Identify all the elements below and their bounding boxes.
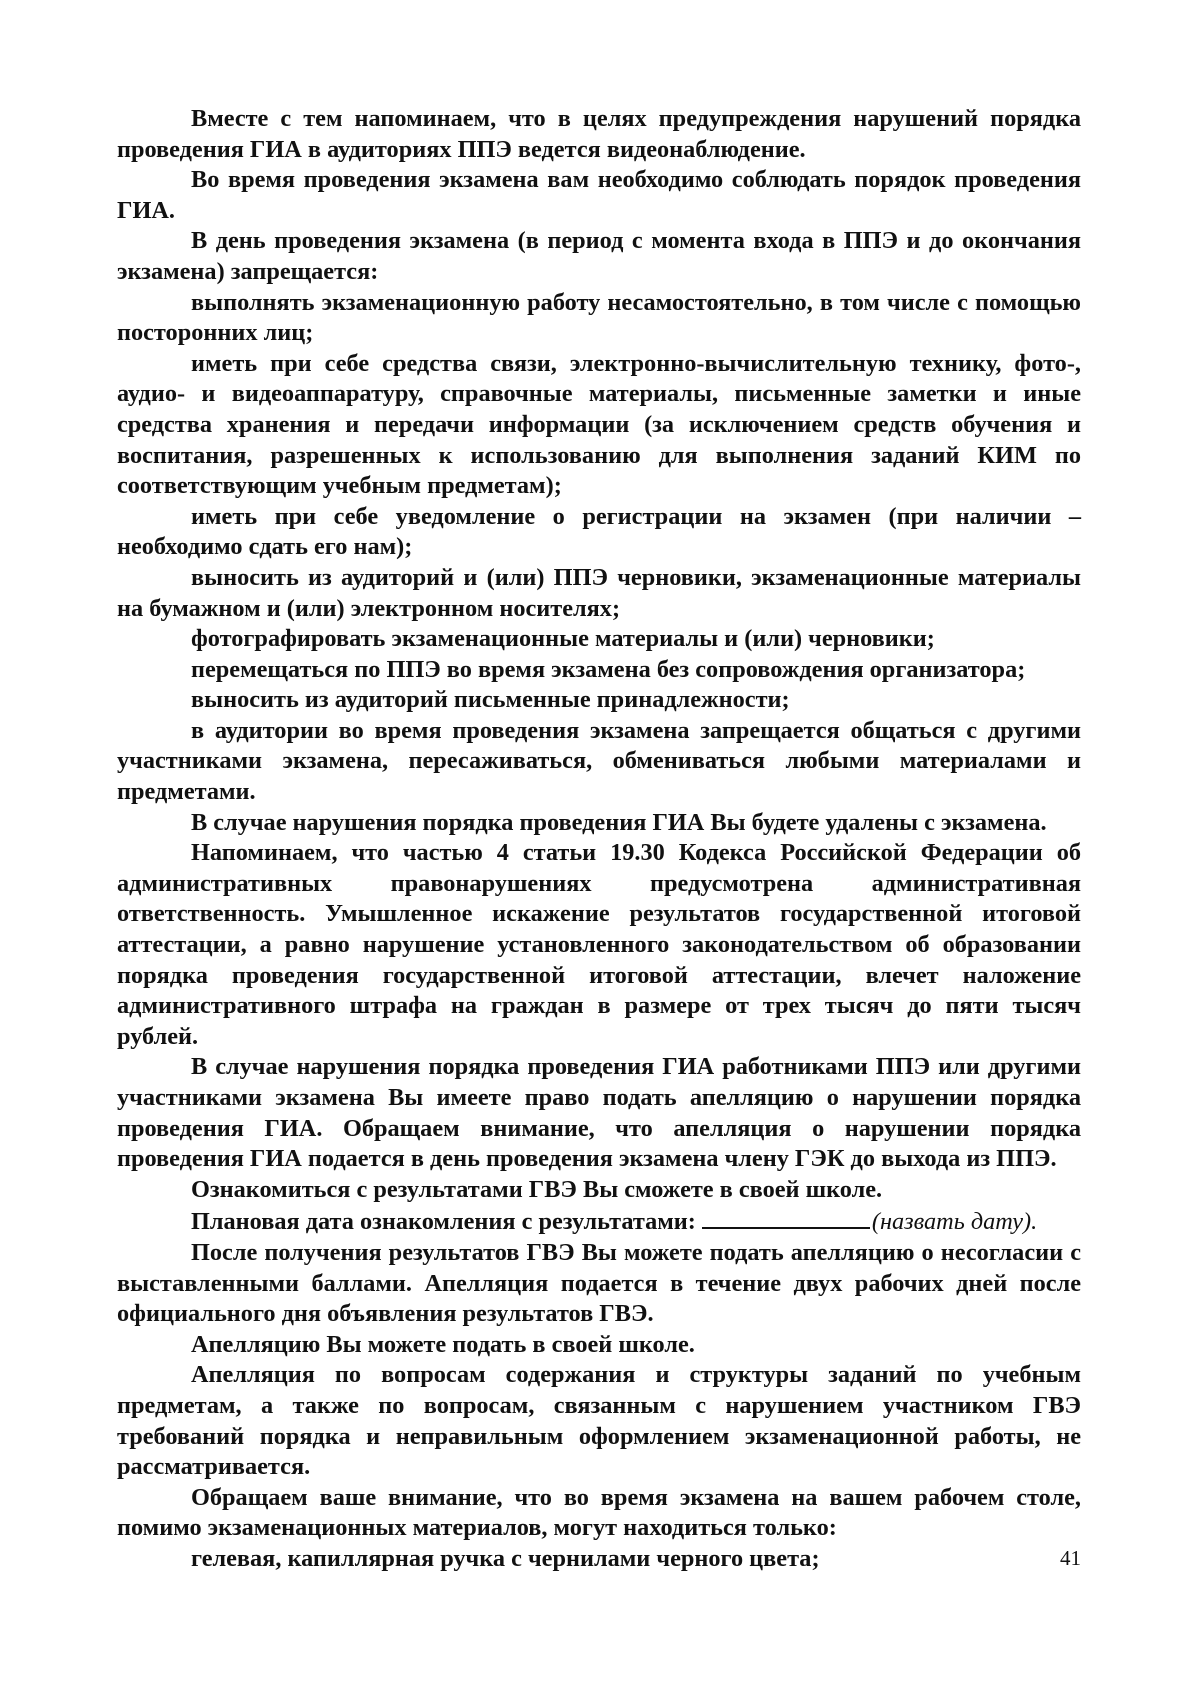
paragraph-appeal-procedure: В случае нарушения порядка проведения ГИА работниками ППЭ или другими участниками экзамена Вы имеете право подать апелляцию о нарушении порядка проведения ГИА. Обращаем внимание, что апелляция о нарушении порядка проведения ГИА подается в день проведения экзамена члену ГЭК до выхода из ППЭ.	[117, 1053, 1081, 1173]
paragraph-date-line	[117, 1205, 1081, 1238]
paragraph-prohibited-intro: В день проведения экзамена (в период с момента входа в ППЭ и до окончания экзамена) запрещается:	[117, 227, 1081, 285]
list-item-photograph: фотографировать экзаменационные материалы и (или) черновики;	[191, 625, 935, 653]
list-item-communication: в аудитории во время проведения экзамена запрещается общаться с другими участниками экзамена, пересаживаться, обмениваться любыми материалами и предметами.	[117, 716, 1081, 806]
list-item-moving: перемещаться по ППЭ во время экзамена без сопровождения организатора;	[191, 655, 1026, 683]
list-item-writing-tools: выносить из аудиторий письменные принадлежности;	[191, 686, 790, 714]
paragraph-removal: В случае нарушения порядка проведения ГИА Вы будете удалены с экзамена.	[191, 808, 1047, 836]
page-number: 41	[1060, 1546, 1081, 1570]
paragraph-observe-procedure: Во время проведения экзамена вам необходимо соблюдать порядок проведения ГИА.	[117, 166, 1081, 224]
list-item-registration-notice: иметь при себе уведомление о регистрации на экзамен (при наличии – необходимо сдать его нам);	[117, 502, 1081, 561]
paragraph-appeal-scores: После получения результатов ГВЭ Вы можете подать апелляцию о несогласии с выставленными баллами. Апелляция подается в течение двух рабочих дней после официального дня объявления результатов ГВЭ.	[117, 1238, 1081, 1328]
paragraph-administrative-code: Напоминаем, что частью 4 статьи 19.30 Кодекса Российской Федерации об административных правонарушениях предусмотрена административная ответственность. Умышленное искажение результатов государственной итоговой аттестации, а равно нарушение установленного законодательством об образовании порядка проведения государственной итоговой аттестации, влечет наложение административного штрафа на граждан в размере от трех тысяч до пяти тысяч рублей.	[117, 839, 1081, 1050]
list-item-pen: гелевая, капиллярная ручка с чернилами черного цвета;	[191, 1544, 820, 1572]
document-page	[117, 104, 1081, 1575]
list-item-devices: иметь при себе средства связи, электронно-вычислительную технику, фото-, аудио- и видеоаппаратуру, справочные материалы, письменные заметки и иные средства хранения и передачи информации (за исключением средств обучения и воспитания, разрешенных к использованию для выполнения заданий КИМ по соответствующим учебным предметам);	[117, 349, 1081, 500]
paragraph-appeal-school: Апелляцию Вы можете подать в своей школе.	[191, 1330, 695, 1358]
date-line-note: (назвать дату).	[871, 1208, 1038, 1236]
paragraph-appeal-not-considered: Апелляция по вопросам содержания и структуры заданий по учебным предметам, а также по вопросам, связанным с нарушением участником ГВЭ требований порядка и неправильным оформлением экзаменационной работы, не рассматривается.	[117, 1361, 1081, 1481]
date-line-label: Плановая дата ознакомления с результатами:	[191, 1208, 696, 1236]
date-blank-line	[702, 1205, 870, 1229]
list-item-remove-materials: выносить из аудиторий и (или) ППЭ черновики, экзаменационные материалы на бумажном и (или) электронном носителях;	[117, 563, 1081, 622]
paragraph-video-monitoring: Вместе с тем напоминаем, что в целях предупреждения нарушений порядка проведения ГИА в аудиториях ППЭ ведется видеонаблюдение.	[117, 105, 1081, 163]
paragraph-desk-items: Обращаем ваше внимание, что во время экзамена на вашем рабочем столе, помимо экзаменационных материалов, могут находиться только:	[117, 1483, 1081, 1542]
paragraph-results-school: Ознакомиться с результатами ГВЭ Вы сможете в своей школе.	[191, 1175, 883, 1203]
list-item-independent-work: выполнять экзаменационную работу несамостоятельно, в том числе с помощью посторонних лиц;	[117, 288, 1081, 347]
